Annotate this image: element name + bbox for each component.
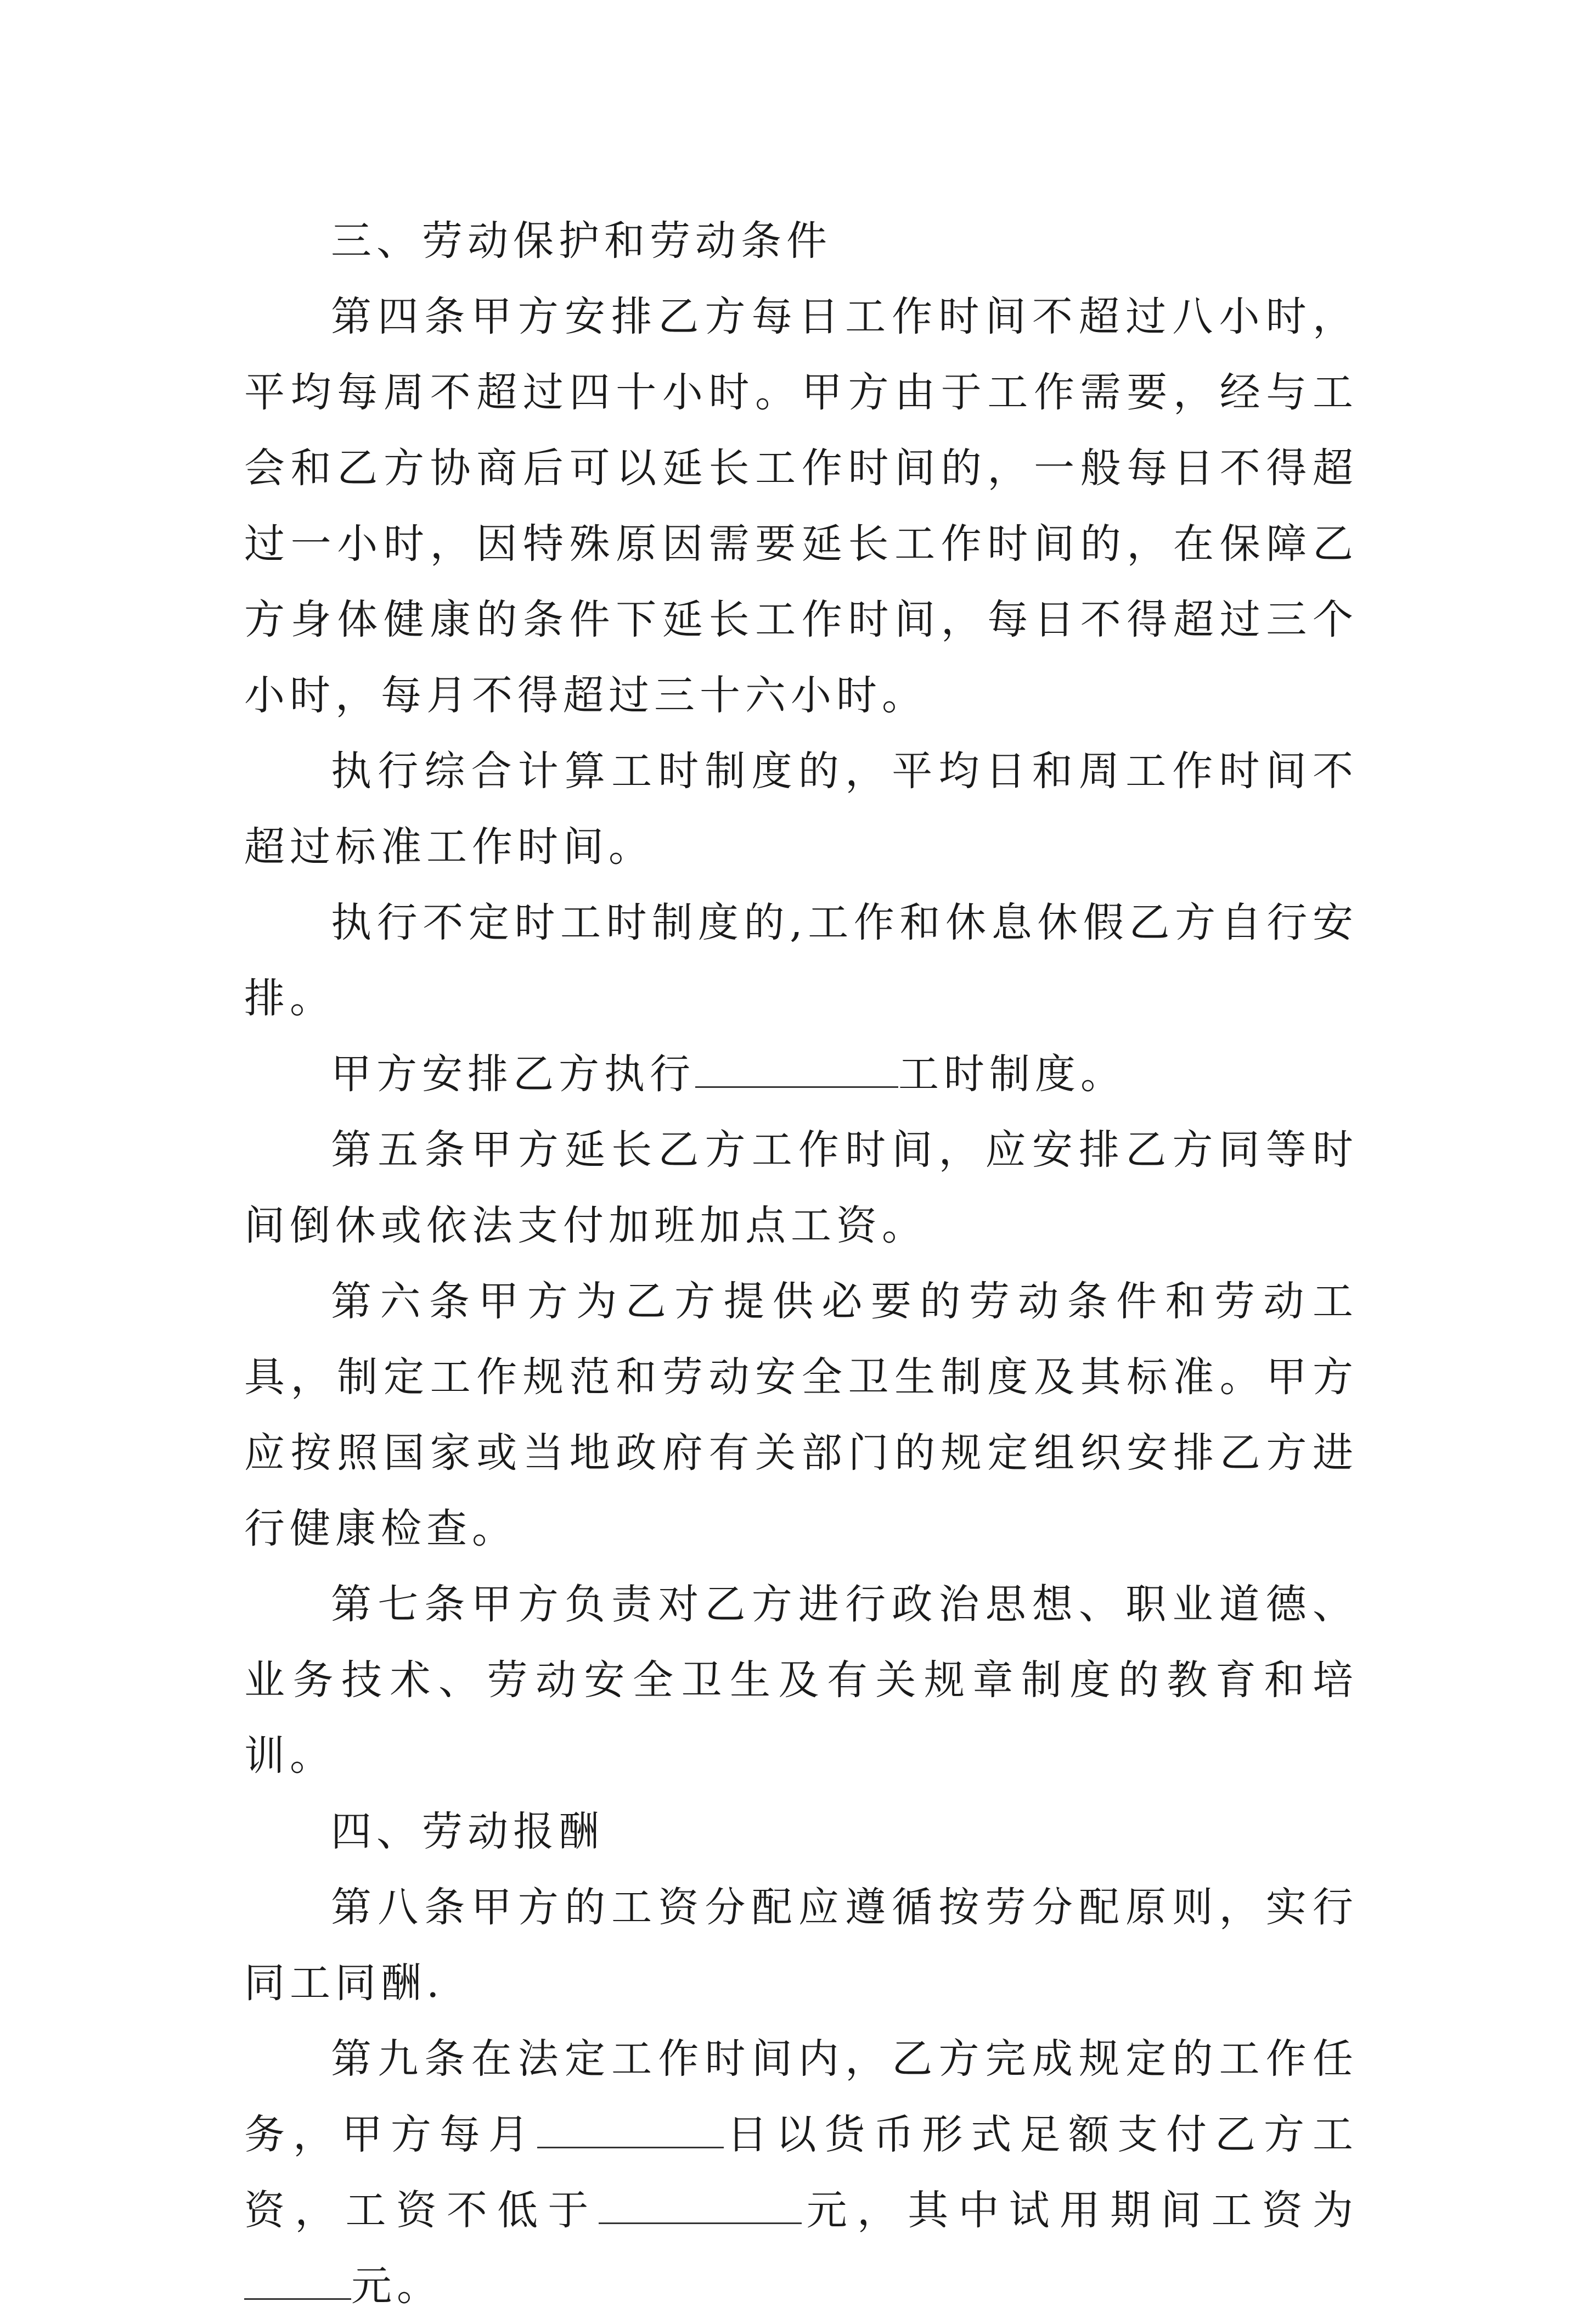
article-5: 第五条甲方延长乙方工作时间，应安排乙方同等时间倒休或依法支付加班加点工资。 xyxy=(244,1126,1358,1249)
article-6: 第六条甲方为乙方提供必要的劳动条件和劳动工具，制定工作规范和劳动安全卫生制度及其标准。甲方应按照国家或当地政府有关部门的规定组织安排乙方进行健康检查。 xyxy=(244,1278,1358,1552)
article-9 xyxy=(244,2021,1358,2324)
section-4-heading: 四、劳动报酬 xyxy=(331,1808,604,1855)
article-9-part-3: 元，其中试用期间工资为 xyxy=(801,2187,1359,2234)
work-hours-suffix: 工时制度。 xyxy=(898,1051,1126,1098)
comprehensive-hours-clause: 执行综合计算工时制度的，平均日和周工作时间不超过标准工作时间。 xyxy=(244,748,1358,871)
article-7: 第七条甲方负责对乙方进行政治思想、职业道德、业务技术、劳动安全卫生及有关规章制度的教育和培训。 xyxy=(244,1581,1358,1780)
article-9-part-4: 元。 xyxy=(351,2263,442,2310)
article-9-part-1: 第九条在法定工作时间内，乙方完成规定的工作任务，甲方每月 xyxy=(244,2035,1358,2158)
article-4: 第四条甲方安排乙方每日工作时间不超过八小时，平均每周不超过四十小时。甲方由于工作需要，经与工会和乙方协商后可以延长工作时间的，一般每日不得超过一小时，因特殊原因需要延长工作时间的，在保障乙方身体健康的条件下延长工作时间，每日不得超过三个小时，每月不得超过三十六小时。 xyxy=(244,293,1358,719)
probation-wage-blank[interactable] xyxy=(244,2261,351,2300)
section-3-heading: 三、劳动保护和劳动条件 xyxy=(331,217,832,265)
minimum-wage-blank[interactable] xyxy=(599,2186,802,2224)
article-8: 第八条甲方的工资分配应遵循按劳分配原则，实行同工同酬. xyxy=(244,1884,1358,2007)
pay-day-blank[interactable] xyxy=(537,2110,724,2148)
work-hours-system-clause xyxy=(244,1036,1358,1112)
work-hours-system-blank[interactable] xyxy=(695,1049,898,1088)
document-body xyxy=(244,203,1358,2324)
work-hours-prefix: 甲方安排乙方执行 xyxy=(331,1051,695,1098)
flexible-hours-clause: 执行不定时工时制度的,工作和休息休假乙方自行安排。 xyxy=(244,899,1358,1022)
article-9-part-2: 日以货币形式足额支付乙方工资，工资不低于 xyxy=(244,2111,1359,2234)
